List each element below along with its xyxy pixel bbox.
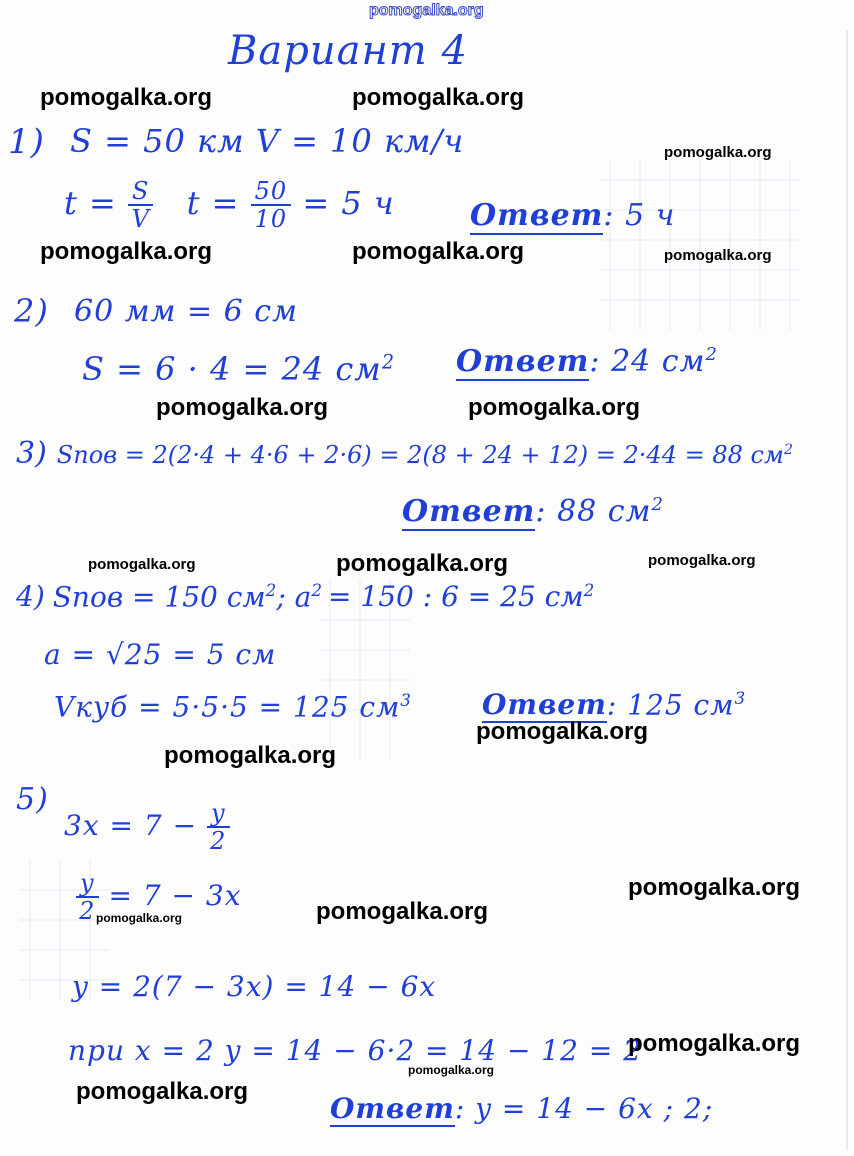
problem-5-line-1 — [64, 800, 230, 855]
answer-value: : 88 см — [535, 494, 652, 529]
variant-title: Вариант 4 — [228, 28, 468, 74]
problem-2-line-2 — [82, 350, 395, 388]
problem-4-answer — [482, 688, 746, 721]
fraction-numerator: y — [207, 800, 230, 828]
exponent: 2 — [311, 580, 323, 600]
top-watermark: pomogalka.org — [369, 2, 484, 19]
problem-1-number: 1) — [8, 122, 45, 162]
area-formula: S = 6 · 4 = 24 см — [82, 350, 382, 388]
watermark: pomogalka.org — [648, 552, 756, 569]
fraction-denominator: 2 — [210, 827, 227, 856]
cube-volume: Vкуб = 5·5·5 = 125 см — [54, 690, 401, 724]
exponent: 2 — [651, 494, 664, 515]
watermark: pomogalka.org — [468, 394, 641, 421]
watermark: pomogalka.org — [352, 84, 525, 111]
page-edge — [846, 30, 848, 1150]
exponent: 2 — [583, 580, 595, 600]
exponent: 2 — [265, 580, 277, 600]
answer-label: Ответ — [470, 198, 604, 233]
surface-area: Sпов = 150 см — [52, 580, 266, 614]
equation-left: 3x = 7 − — [64, 808, 198, 842]
problem-2-answer — [456, 344, 718, 379]
fraction-denominator: V — [131, 205, 150, 234]
fraction-numerator: 50 — [251, 178, 292, 206]
fraction-denominator: 2 — [79, 897, 96, 926]
answer-label: Ответ — [402, 494, 536, 529]
problem-3-number: 3) — [16, 436, 47, 471]
exponent: 2 — [705, 344, 718, 365]
answer-label: Ответ — [456, 344, 590, 379]
watermark: pomogalka.org — [336, 550, 509, 577]
answer-label: Ответ — [482, 688, 607, 722]
watermark: pomogalka.org — [316, 898, 489, 925]
watermark: pomogalka.org — [164, 742, 337, 769]
watermark: pomogalka.org — [628, 874, 801, 901]
watermark: pomogalka.org — [664, 144, 772, 161]
fraction-numerator: S — [128, 178, 153, 206]
watermark: pomogalka.org — [664, 247, 772, 264]
side-squared: ; a — [276, 580, 312, 614]
exponent: 2 — [381, 350, 396, 374]
watermark: pomogalka.org — [156, 394, 329, 421]
exponent: 3 — [400, 690, 412, 710]
problem-5-line-4: при x = 2 y = 14 − 6·2 = 14 − 12 = 2 — [68, 1034, 643, 1067]
watermark: pomogalka.org — [476, 718, 649, 745]
problem-1-given: S = 50 км V = 10 км/ч — [70, 122, 465, 160]
formula-t-eq-2: t = — [186, 183, 240, 222]
answer-value: : y = 14 − 6x ; 2; — [454, 1092, 714, 1125]
side-squared-value: = 150 : 6 = 25 см — [328, 580, 584, 614]
answer-value: : 5 ч — [603, 198, 676, 233]
problem-2-number: 2) — [14, 292, 49, 330]
watermark: pomogalka.org — [40, 238, 213, 265]
watermark: pomogalka.org — [352, 238, 525, 265]
answer-value: : 125 см — [606, 688, 735, 722]
answer-label: Ответ — [330, 1092, 455, 1125]
watermark: pomogalka.org — [40, 84, 213, 111]
problem-2-line-1: 60 мм = 6 см — [74, 294, 298, 329]
watermark: pomogalka.org — [76, 1078, 249, 1105]
problem-4-line-1 — [16, 580, 594, 613]
watermark: pomogalka.org — [88, 556, 196, 573]
problem-5-number: 5) — [16, 782, 49, 817]
watermark: pomogalka.org — [628, 1030, 801, 1057]
fraction-s-over-v — [128, 178, 153, 233]
watermark: pomogalka.org — [96, 911, 183, 925]
problem-4-number: 4) — [16, 580, 45, 614]
fraction-denominator: 10 — [254, 205, 288, 234]
answer-value: : 24 см — [589, 344, 706, 379]
problem-3-line-1 — [16, 436, 793, 471]
problem-3-answer — [402, 494, 664, 529]
surface-area-formula: Sпов = 2(2·4 + 4·6 + 2·6) = 2(8 + 24 + 12) = 2·44 = 88 см — [56, 441, 784, 469]
problem-4-line-3 — [54, 690, 412, 723]
exponent: 3 — [734, 688, 747, 708]
exponent: 2 — [783, 442, 793, 458]
watermark: pomogalka.org — [408, 1063, 495, 1077]
fraction-y-over-2 — [207, 800, 230, 855]
fraction-50-over-10 — [251, 178, 292, 233]
problem-5-line-3: y = 2(7 − 3x) = 14 − 6x — [72, 970, 437, 1003]
problem-1-formula — [64, 178, 395, 233]
formula-t-eq: t = — [64, 183, 117, 222]
equation-right: = 7 − 3x — [108, 878, 242, 912]
fraction-numerator: y — [76, 870, 99, 898]
problem-5-answer — [330, 1092, 713, 1125]
problem-4-line-2: a = √25 = 5 см — [44, 638, 277, 671]
formula-result: = 5 ч — [302, 183, 395, 222]
problem-1-answer — [470, 198, 675, 233]
